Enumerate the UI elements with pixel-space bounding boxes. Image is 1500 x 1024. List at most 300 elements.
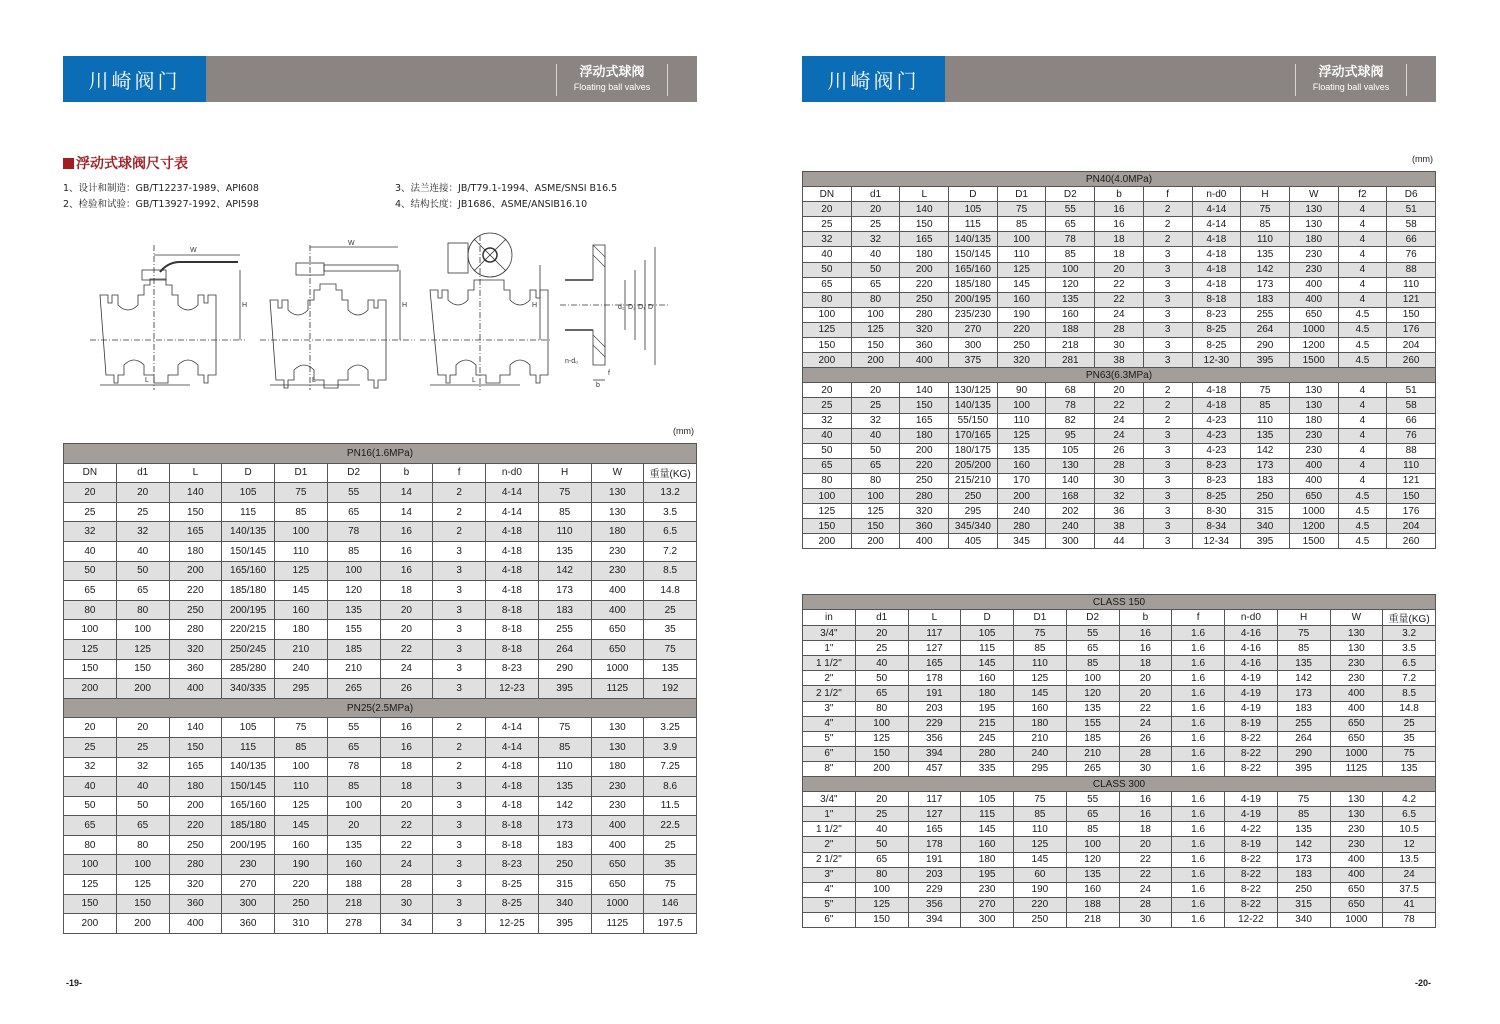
table-cell: 210 (1014, 731, 1067, 746)
table-cell: 190 (275, 855, 328, 875)
table-cell: 105 (222, 718, 275, 738)
column-header: 重量(KG) (644, 463, 697, 483)
table-cell: 178 (908, 837, 961, 852)
table-cell: 25 (1383, 716, 1436, 731)
table-cell: 2 (433, 718, 486, 738)
table-cell: 4 (1338, 202, 1387, 217)
table-cell: 8-23 (1192, 307, 1241, 322)
table-cell: 145 (275, 816, 328, 836)
table-cell: 176 (1387, 322, 1436, 337)
table-cell: 146 (644, 894, 697, 914)
table-cell: 1.6 (1172, 852, 1225, 867)
table-cell: 14.8 (644, 581, 697, 601)
table-cell: 280 (900, 488, 949, 503)
table-cell: 26 (1119, 731, 1172, 746)
table-cell: 8-25 (486, 894, 539, 914)
table-cell: 250 (900, 292, 949, 307)
table-cell: 4 (1338, 458, 1387, 473)
table-cell: 290 (1277, 746, 1330, 761)
table-cell: 3 (1143, 443, 1192, 458)
table-cell: 394 (908, 746, 961, 761)
table-cell: 125 (855, 897, 908, 912)
table-cell: 135 (644, 659, 697, 679)
table-cell: 3 (1143, 504, 1192, 519)
table-cell: 110 (275, 541, 328, 561)
table-cell: 1.6 (1172, 716, 1225, 731)
table-cell: 78 (327, 757, 380, 777)
table-cell: 160 (1014, 701, 1067, 716)
table-cell: 25 (116, 737, 169, 757)
table-row (803, 322, 1436, 337)
table-cell: 200/195 (222, 835, 275, 855)
table-cell: 40 (64, 777, 117, 797)
table-cell: 200 (851, 353, 900, 368)
table-cell: 173 (1241, 277, 1290, 292)
table-cell: 50 (116, 796, 169, 816)
column-header: f (1143, 187, 1192, 202)
table-cell: 650 (1330, 882, 1383, 897)
table-cell: 24 (380, 659, 433, 679)
table-cell: 80 (851, 473, 900, 488)
table-cell: 130 (591, 737, 644, 757)
table-cell: 8-30 (1192, 504, 1241, 519)
table-cell: 180 (961, 686, 1014, 701)
table-cell: 3 (1143, 353, 1192, 368)
table-cell: 400 (1330, 852, 1383, 867)
table-cell: 2 (1143, 202, 1192, 217)
table-cell: 1.6 (1172, 837, 1225, 852)
table-cell: 16 (380, 561, 433, 581)
table-row (64, 757, 697, 777)
table-cell: 210 (327, 659, 380, 679)
table-cell: 168 (1046, 488, 1095, 503)
table-cell: 16 (1119, 807, 1172, 822)
table-cell: 30 (1095, 338, 1144, 353)
table-cell: 140 (900, 202, 949, 217)
table-cell: 400 (1330, 701, 1383, 716)
table-cell: 1500 (1289, 353, 1338, 368)
table-cell: 191 (908, 686, 961, 701)
table-cell: 270 (949, 322, 998, 337)
table-cell: 22 (1095, 277, 1144, 292)
spec-item: 3、法兰连接：JB/T79.1-1994、ASME/SNSI B16.5 (395, 183, 618, 194)
table-cell: 400 (591, 835, 644, 855)
table-cell: 65 (1066, 641, 1119, 656)
table-cell: 4.5 (1338, 504, 1387, 519)
table-cell: 3 (433, 875, 486, 895)
table-cell: 28 (1095, 322, 1144, 337)
table-cell: 125 (803, 504, 852, 519)
table-cell: 200/195 (222, 600, 275, 620)
table-cell: 100 (997, 232, 1046, 247)
table-cell: 76 (1387, 428, 1436, 443)
table-cell: 1000 (1330, 912, 1383, 927)
section-title-text: 浮动式球阀尺寸表 (76, 156, 188, 172)
table-cell: 1000 (591, 659, 644, 679)
table-cell: 185 (1066, 731, 1119, 746)
table-cell: 80 (855, 867, 908, 882)
table-cell: 80 (803, 473, 852, 488)
table-row (803, 488, 1436, 503)
w-label: W (190, 247, 197, 254)
table-cell: 12 (1383, 837, 1436, 852)
table-cell: 1500 (1289, 534, 1338, 549)
table-cell: 3 (1143, 247, 1192, 262)
table-cell: 650 (591, 639, 644, 659)
table-cell: 204 (1387, 519, 1436, 534)
table-cell: 85 (1277, 641, 1330, 656)
table-cell: 40 (855, 822, 908, 837)
table-cell: 115 (222, 737, 275, 757)
table-row (803, 383, 1436, 398)
table-cell: 3 (433, 679, 486, 699)
table-row (803, 262, 1436, 277)
table-cell: 150 (64, 894, 117, 914)
table-cell: 22 (380, 639, 433, 659)
table-cell: 290 (1241, 338, 1290, 353)
table-cell: 80 (851, 292, 900, 307)
table-cell: 3.5 (1383, 641, 1436, 656)
table-cell: 65 (64, 816, 117, 836)
table-cell: 165 (169, 522, 222, 542)
column-header: W (1289, 187, 1338, 202)
table-cell: 4 (1338, 413, 1387, 428)
table-cell: 100 (327, 796, 380, 816)
column-header: D6 (1387, 187, 1436, 202)
table-cell: 3 (1143, 322, 1192, 337)
table-cell: 230 (1289, 428, 1338, 443)
table-cell: 4.5 (1338, 338, 1387, 353)
table-cell: 3 (1143, 473, 1192, 488)
table-cell: 200 (851, 534, 900, 549)
table-cell: 22 (380, 835, 433, 855)
table-cell: 7.2 (1383, 671, 1436, 686)
table-cell: 8-25 (486, 875, 539, 895)
table-cell: 88 (1387, 262, 1436, 277)
table-cell: 85 (1014, 807, 1067, 822)
table-cell: 3 (1143, 292, 1192, 307)
table-row (803, 867, 1436, 882)
w-label: W (348, 240, 355, 247)
table-cell: 3 (1143, 428, 1192, 443)
group-title: PN40(4.0MPa) (803, 172, 1436, 187)
table-cell: 100 (851, 488, 900, 503)
table-cell: 315 (1241, 504, 1290, 519)
table-cell: 130 (1289, 398, 1338, 413)
table-cell: 183 (1241, 292, 1290, 307)
table-cell: 270 (222, 875, 275, 895)
table-cell: 65 (1046, 217, 1095, 232)
table-row (803, 716, 1436, 731)
column-header: D1 (275, 463, 328, 483)
square-bullet-icon (63, 158, 74, 169)
table-cell: 50 (803, 443, 852, 458)
table-cell: 65 (803, 277, 852, 292)
banner-title-en: Floating ball valves (573, 82, 651, 92)
table-cell: 135 (1241, 428, 1290, 443)
table-cell: 20 (380, 600, 433, 620)
table-cell: 125 (64, 875, 117, 895)
table-cell: 145 (961, 822, 1014, 837)
table-cell: 160 (1046, 307, 1095, 322)
group-header-row (803, 777, 1436, 792)
table-cell: 140/135 (222, 757, 275, 777)
table-cell: 155 (1066, 716, 1119, 731)
table-cell: 110 (1387, 458, 1436, 473)
table-cell: 220 (275, 875, 328, 895)
table-cell: 280 (997, 519, 1046, 534)
table-cell: 40 (855, 656, 908, 671)
table-cell: 65 (851, 458, 900, 473)
table-cell: 190 (1014, 882, 1067, 897)
table-cell: 85 (538, 502, 591, 522)
table-cell: 3.2 (1383, 626, 1436, 641)
table-cell: 218 (327, 894, 380, 914)
table-cell: 78 (1046, 398, 1095, 413)
table-cell: 200 (116, 914, 169, 934)
table-cell: 150 (900, 398, 949, 413)
table-cell: 18 (1095, 247, 1144, 262)
table-cell: 200 (803, 534, 852, 549)
table-cell: 145 (997, 277, 1046, 292)
column-header: DN (803, 187, 852, 202)
table-cell: 165/160 (949, 262, 998, 277)
table-cell: 25 (644, 600, 697, 620)
table-cell: 185/180 (222, 581, 275, 601)
table-cell: 130 (591, 718, 644, 738)
table-cell: 360 (169, 659, 222, 679)
table-cell: 100 (997, 398, 1046, 413)
column-header: 重量(KG) (1383, 610, 1436, 626)
table-cell: 395 (538, 914, 591, 934)
table-cell: 100 (1046, 262, 1095, 277)
table-cell: 105 (961, 626, 1014, 641)
table-cell: 16 (380, 718, 433, 738)
table-cell: 135 (1277, 822, 1330, 837)
table-cell: 32 (803, 413, 852, 428)
table-cell: 215/210 (949, 473, 998, 488)
table-cell: 210 (1066, 746, 1119, 761)
table-cell: 85 (997, 217, 1046, 232)
table-cell: 4-18 (1192, 232, 1241, 247)
table-cell: 218 (1066, 912, 1119, 927)
column-header: f2 (1338, 187, 1387, 202)
table-cell: 4-19 (1225, 701, 1278, 716)
table-cell: 125 (1014, 837, 1067, 852)
table-cell: 180 (900, 428, 949, 443)
table-cell: 22 (1119, 867, 1172, 882)
table-cell: 142 (538, 561, 591, 581)
h-label: H (532, 302, 538, 309)
table-cell: 130/125 (949, 383, 998, 398)
wrench-valve-diagram (260, 240, 415, 390)
table-cell: 400 (591, 581, 644, 601)
table-cell: 3.5 (644, 502, 697, 522)
table-cell: 345 (997, 534, 1046, 549)
table-cell: 75 (538, 483, 591, 503)
table-row (64, 483, 697, 503)
table-cell: 120 (1046, 277, 1095, 292)
table-cell: 150 (1387, 488, 1436, 503)
table-cell: 650 (1330, 731, 1383, 746)
table-cell: 220/215 (222, 620, 275, 640)
table-cell: 140 (900, 383, 949, 398)
h-label: H (402, 302, 408, 309)
table-cell: 100 (855, 716, 908, 731)
table-cell: 125 (64, 639, 117, 659)
table-cell: 75 (1277, 626, 1330, 641)
table-cell: 3 (1143, 519, 1192, 534)
table-cell: 4-19 (1225, 807, 1278, 822)
table-cell: 50 (855, 837, 908, 852)
table-cell: 135 (538, 541, 591, 561)
table-cell: 38 (1095, 353, 1144, 368)
column-header: d1 (851, 187, 900, 202)
table-cell: 130 (1289, 202, 1338, 217)
table-cell: 100 (803, 307, 852, 322)
d1-label: d₁ (618, 304, 625, 311)
table-cell: 4.2 (1383, 792, 1436, 807)
table-cell: 75 (538, 718, 591, 738)
column-header-row (64, 463, 697, 483)
table-cell: 3.25 (644, 718, 697, 738)
table-cell: 150 (169, 502, 222, 522)
table-cell: 25 (851, 217, 900, 232)
column-header: L (900, 187, 949, 202)
table-cell: 145 (275, 581, 328, 601)
table-cell: 400 (169, 679, 222, 699)
table-cell: 55 (1066, 792, 1119, 807)
table-cell: 16 (1119, 641, 1172, 656)
table-row (803, 247, 1436, 262)
table-row (803, 626, 1436, 641)
table-cell: 183 (1277, 867, 1330, 882)
group-title: CLASS 300 (803, 777, 1436, 792)
table-cell: 183 (1241, 473, 1290, 488)
table-cell: 80 (855, 701, 908, 716)
table-row (803, 912, 1436, 927)
table-cell: 20 (64, 483, 117, 503)
table-cell: 22 (380, 816, 433, 836)
table-cell: 4-16 (1225, 641, 1278, 656)
table-cell: 135 (1066, 867, 1119, 882)
table-cell: 110 (538, 522, 591, 542)
table-cell: 1000 (1289, 322, 1338, 337)
table-cell: 6.5 (1383, 807, 1436, 822)
table-cell: 35 (1383, 731, 1436, 746)
table-cell: 150 (855, 912, 908, 927)
table-row (64, 541, 697, 561)
table-cell: 2 (1143, 383, 1192, 398)
table-cell: 140/135 (222, 522, 275, 542)
table-cell: 650 (1289, 307, 1338, 322)
table-cell: 18 (1119, 656, 1172, 671)
table-cell: 120 (1066, 686, 1119, 701)
table-cell: 3 (433, 894, 486, 914)
table-cell: 160 (961, 671, 1014, 686)
table-cell: 125 (855, 731, 908, 746)
table-cell: 8-18 (1192, 292, 1241, 307)
table-cell: 140 (1046, 473, 1095, 488)
table-cell: 180 (169, 777, 222, 797)
table-cell: 13.5 (1383, 852, 1436, 867)
table-cell: 4-18 (1192, 277, 1241, 292)
table-row (803, 443, 1436, 458)
table-cell: 78 (1046, 232, 1095, 247)
table-cell: 150/145 (222, 541, 275, 561)
table-cell: 4-16 (1225, 656, 1278, 671)
table-cell: 220 (169, 816, 222, 836)
table-cell: 115 (222, 502, 275, 522)
table-cell: 270 (961, 897, 1014, 912)
table-cell: 1 1/2" (803, 656, 856, 671)
table-cell: 20 (1119, 837, 1172, 852)
table-cell: 3" (803, 701, 856, 716)
group-header-row (64, 444, 697, 464)
table-cell: 2 (1143, 232, 1192, 247)
table-cell: 100 (855, 882, 908, 897)
table-cell: 18 (380, 757, 433, 777)
table-cell: 250 (1241, 488, 1290, 503)
table-cell: 165/160 (222, 796, 275, 816)
table-cell: 110 (1014, 822, 1067, 837)
table-cell: 340 (1241, 519, 1290, 534)
table-cell: 360 (900, 338, 949, 353)
table-cell: 4.5 (1338, 488, 1387, 503)
table-cell: 320 (900, 504, 949, 519)
table-cell: 1000 (1289, 504, 1338, 519)
table-cell: 375 (949, 353, 998, 368)
table-cell: 80 (64, 835, 117, 855)
table-cell: 100 (275, 522, 328, 542)
table-cell: 200 (169, 561, 222, 581)
table-row (803, 202, 1436, 217)
table-cell: 78 (1383, 912, 1436, 927)
table-cell: 4.5 (1338, 519, 1387, 534)
table-cell: 264 (1241, 322, 1290, 337)
table-cell: 150 (803, 519, 852, 534)
table-cell: 58 (1387, 398, 1436, 413)
table-cell: 1.6 (1172, 701, 1225, 716)
table-cell: 200/195 (949, 292, 998, 307)
table-cell: 24 (1095, 307, 1144, 322)
column-header: f (433, 463, 486, 483)
table-cell: 75 (1014, 626, 1067, 641)
table-cell: 650 (1330, 716, 1383, 731)
table-cell: 37.5 (1383, 882, 1436, 897)
table-cell: 26 (1095, 443, 1144, 458)
table-cell: 145 (1014, 852, 1067, 867)
table-cell: 4-18 (1192, 383, 1241, 398)
table-cell: 50 (855, 671, 908, 686)
table-cell: 125 (851, 322, 900, 337)
table-cell: 16 (1119, 626, 1172, 641)
table-row (803, 413, 1436, 428)
table-cell: 6" (803, 912, 856, 927)
table-cell: 203 (908, 701, 961, 716)
table-cell: 229 (908, 882, 961, 897)
table-cell: 2 1/2" (803, 686, 856, 701)
table-cell: 3 (433, 816, 486, 836)
table-cell: 4-23 (1192, 443, 1241, 458)
table-cell: 191 (908, 852, 961, 867)
table-cell: 110 (538, 757, 591, 777)
table-cell: 135 (1046, 292, 1095, 307)
table-cell: 100 (275, 757, 328, 777)
table-cell: 12-34 (1192, 534, 1241, 549)
table-cell: 230 (1289, 443, 1338, 458)
table-cell: 180 (275, 620, 328, 640)
